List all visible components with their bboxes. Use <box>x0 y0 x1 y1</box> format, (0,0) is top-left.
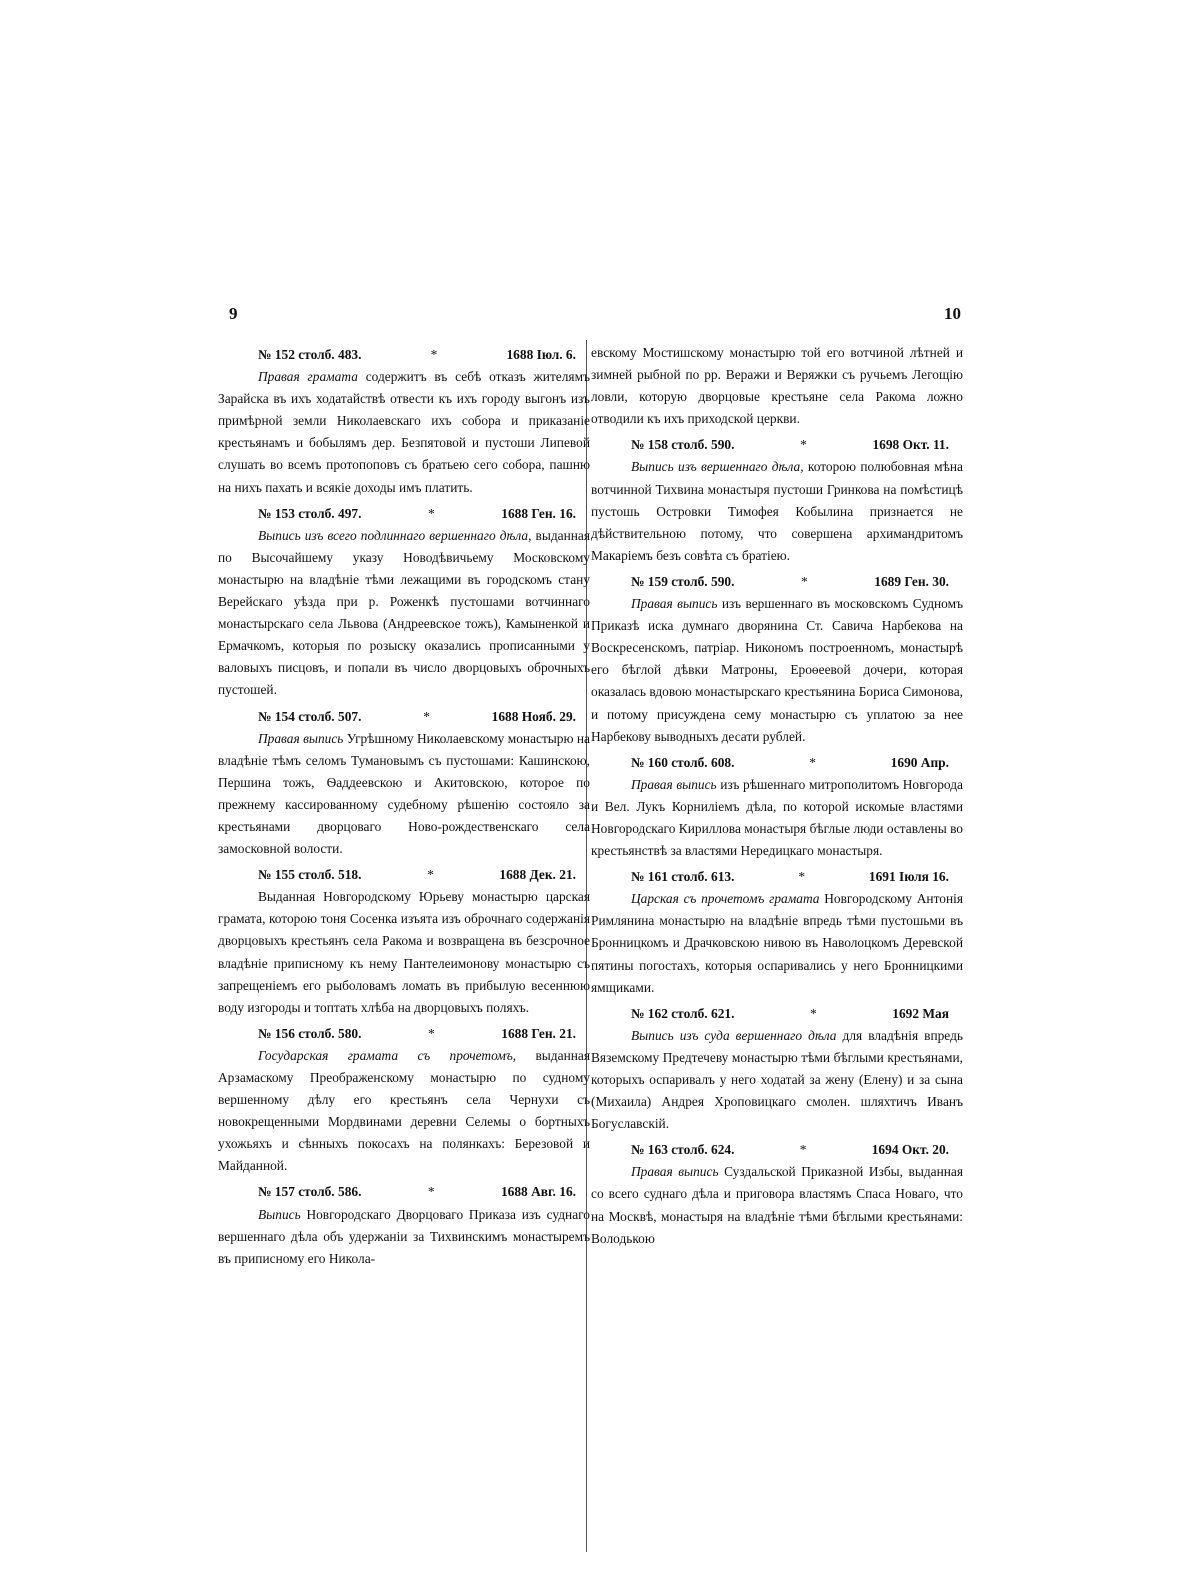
entry-date: 1688 Нояб. 29. <box>491 708 576 724</box>
entry-asterisk: * <box>809 754 816 770</box>
entry-lead: Выпись изъ суда вершеннаго дѣла <box>631 1027 837 1043</box>
entry-heading <box>218 864 590 886</box>
entry-number: № 160 столб. 608. <box>631 754 735 770</box>
entry-text: выданная по Высочайшему указу Новодѣвичьему Московскому монастырю на владѣніе тѣми лежащими въ городскомъ стану Верейскаго уѣзда при р. Роженкѣ пустошами вотчиннаго монастырскаго села Львова (Андреевское тожъ), Камыненкой и Ермачкомъ, которыя по розыску оказались прописанными у валовыхъ писцовъ, и попали въ число дворцовыхъ оброчныхъ пустошей. <box>218 527 591 698</box>
entry-number: № 163 столб. 624. <box>631 1142 735 1158</box>
entry-paragraph <box>218 728 590 861</box>
entry-lead: Правая выпись <box>631 596 718 612</box>
entry-heading <box>218 706 590 728</box>
entry-date: 1698 Окт. 11. <box>872 437 949 453</box>
entry-lead: Правая выпись <box>631 1164 719 1180</box>
entry-date: 1691 Іюля 16. <box>868 869 949 885</box>
entry-number: № 152 столб. 483. <box>258 347 362 362</box>
entry-lead: Государская грамата съ прочетомъ, <box>258 1047 517 1063</box>
entry-paragraph <box>591 1025 963 1135</box>
entry-number: № 154 столб. 507. <box>258 708 362 724</box>
entry-paragraph <box>218 1204 590 1270</box>
entry-asterisk: * <box>801 573 808 589</box>
entry-date: 1690 Апр. <box>890 754 949 770</box>
entry-date: 1694 Окт. 20. <box>871 1142 949 1158</box>
entry-text: Суздальской Приказной Избы, выданная со всего суднаго дѣла и приговора властямъ Спаса Новаго, что на Москвѣ, монастыря на владѣніе тѣми бѣглыми крестьянами: Володькою <box>591 1164 964 1246</box>
entry-paragraph <box>591 593 963 748</box>
entry-date: 1688 Авг. 16. <box>500 1184 576 1200</box>
entry-paragraph <box>591 456 963 566</box>
entry-number: № 161 столб. 613. <box>631 869 735 885</box>
entry-number: № 153 столб. 497. <box>258 505 362 521</box>
entry-number: № 157 столб. 586. <box>258 1184 362 1200</box>
entry-asterisk: * <box>798 869 806 885</box>
entry-text: для владѣнія впредь Вяземскому Предтечеву монастырю тѣми бѣглыми крестьянами, которыхъ оспаривалъ у него ходатай за жену (Елену) и за сына (Михаила) Андрея Хроповицкаго смолен. шляхтичъ Иванъ Богуславскій. <box>591 1027 963 1132</box>
entry-text: Новгородскаго Дворцоваго Приказа изъ суднаго вершеннаго дѣла объ удержаніи за Тихвинскимъ монастыремъ въ приписному его Никола- <box>218 1206 590 1266</box>
entry-text: изъ вершеннаго въ московскомъ Судномъ Приказѣ иска думнаго дворянина Ст. Савича Нарбекова на Воскресенскомъ, патріар. Никономъ построенномъ, монастырѣ его бѣглой дѣвки Матроны, Ероѳеевой дочери, которая оказалась вдовою монастырскаго крестьянина Бориса Симонова, и потому присуждена сему монастырю съ уплатою за нее Нарбекову выводныхъ десати рублей. <box>591 596 964 744</box>
entry-asterisk: * <box>799 1142 807 1158</box>
entry-paragraph <box>591 774 963 862</box>
entry-text: содержитъ въ себѣ отказъ жителямъ Зарайска въ ихъ ходатайствѣ отвести къ ихъ городу выгонъ изъ примѣрной земли Николаевскаго ихъ собора и приказаніе крестьянамъ и бобылямъ дер. Безпятовой и пустоши Липевой слушать во всемъ протопоповъ съ братьею сего собора, пашню на нихъ пахать и всякіе доходы имъ платить. <box>218 369 590 495</box>
entry-number: № 158 столб. 590. <box>631 437 735 453</box>
page-number-right: 10 <box>944 304 961 323</box>
entry-asterisk: * <box>810 1005 817 1021</box>
entry-date: 1688 Ген. 16. <box>501 505 576 521</box>
entry-date: 1688 Ген. 21. <box>501 1025 576 1041</box>
entry-asterisk: * <box>430 347 438 362</box>
entry-text: Выданная Новгородскому Юрьеву монастырю царская грамата, которою тоня Сосенка изъята изъ оброчнаго содержанія дворцовыхъ крестьянъ села Ракома и возвращена въ безсрочное владѣніе приписному къ нему Пантелеимонову монастырю съ запрещеніемъ его рыболовамъ ломать въ прибылую весеннюю воду изгороды и топтать хлѣба на дворцовыхъ поляхъ. <box>218 889 590 1015</box>
entry-asterisk: * <box>428 1025 435 1041</box>
entry-lead: Выпись <box>258 1206 301 1222</box>
page-number-left: 9 <box>229 304 238 323</box>
entry-paragraph <box>591 342 963 430</box>
entry-text: Угрѣшному Николаевскому монастырю на владѣніе тѣмъ селомъ Тумановымъ съ пустошами: Кашинскою, Першина тожъ, Ѳаддеевскою и Акитовскою, которое по прежнему кассированному судебному рѣшенію состояло за крестьянами дворцоваго Ново-рождественскаго села замосковной волости. <box>218 730 590 857</box>
entry-asterisk: * <box>800 437 807 453</box>
entry-heading <box>218 344 590 366</box>
entry-heading <box>218 1181 590 1203</box>
entry-asterisk: * <box>427 1184 435 1200</box>
entry-text: изъ рѣшеннаго митрополитомъ Новгорода и Вел. Лукъ Корниліемъ дѣла, по которой искомые властями Новгородскаго Кириллова монастыря бѣглые люди оставлены во крестьянствѣ за властями Нередицкаго монастыря. <box>591 776 964 859</box>
entry-paragraph <box>218 886 590 1019</box>
entry-date: 1692 Мая <box>892 1005 949 1021</box>
entry-number: № 162 столб. 621. <box>631 1005 735 1021</box>
entry-heading <box>591 1139 963 1161</box>
entry-number: № 156 столб. 580. <box>258 1025 362 1041</box>
entry-paragraph <box>218 366 590 499</box>
entry-lead: Правая грамата <box>258 369 358 385</box>
entry-text: которою полюбовная мѣна вотчинной Тихвина монастыря пустоши Гринкова на помѣстицѣ пустошь Островки Тимофея Кобылина признается не дѣйствительною потому, что совершена архимандритомъ Макаріемъ безъ совѣта съ братіею. <box>591 459 963 563</box>
entry-paragraph <box>591 1161 963 1249</box>
entry-date: 1689 Ген. 30. <box>874 573 949 589</box>
entry-date: 1688 Дек. 21. <box>499 867 576 883</box>
entry-heading <box>591 866 963 888</box>
entry-asterisk: * <box>423 708 430 724</box>
entry-date: 1688 Іюл. 6. <box>506 347 576 362</box>
entry-text: выданная Арзамаскому Преображенскому монастырю по судному вершенному дѣлу его крестьянъ села Чернухи съ новокрещенными Мордвинами деревни Селемы о бортныхъ ухожьяхъ и сѣнныхъ покосахъ на полянкахъ: Березовой и Майданной. <box>218 1047 590 1174</box>
entry-paragraph <box>591 888 963 998</box>
entry-lead: Царская съ прочетомъ грамата <box>631 891 820 907</box>
entry-asterisk: * <box>428 505 435 521</box>
entry-heading <box>591 752 963 774</box>
entry-heading <box>591 1003 963 1025</box>
entry-number: № 159 столб. 590. <box>631 573 735 589</box>
entry-lead: Выпись изъ вершеннаго дѣла, <box>631 459 804 475</box>
entry-lead: Правая выпись <box>258 730 344 746</box>
entry-paragraph <box>218 525 590 702</box>
entry-text: евскому Мостишскому монастырю той его вотчиной лѣтней и зимней рыбной по рр. Веражи и Веряжки съ ручьемъ Легощію ловли, которую дворцовые крестьяне села Ракома ложно отводили къ ихъ приходской церкви. <box>591 345 963 427</box>
entry-heading <box>591 571 963 593</box>
right-column <box>591 342 963 1254</box>
entry-text: Новгородскому Антонія Римлянина монастырю на владѣніе впредь тѣми пустошьми въ Бронницкомъ и Драчковскою нивою въ Наволоцкомъ Деревской пятины погостахъ, которыя оспаривались у него Бронницкими ямщиками. <box>591 891 963 995</box>
left-column <box>218 342 590 1274</box>
entry-asterisk: * <box>427 867 434 883</box>
entry-lead: Выпись изъ всего подлиннаго вершеннаго дѣла, <box>258 527 532 543</box>
entry-lead: Правая выпись <box>631 776 717 792</box>
entry-number: № 155 столб. 518. <box>258 867 362 883</box>
entry-heading <box>218 503 590 525</box>
entry-heading <box>591 434 963 456</box>
entry-paragraph <box>218 1045 590 1178</box>
entry-heading <box>218 1023 590 1045</box>
